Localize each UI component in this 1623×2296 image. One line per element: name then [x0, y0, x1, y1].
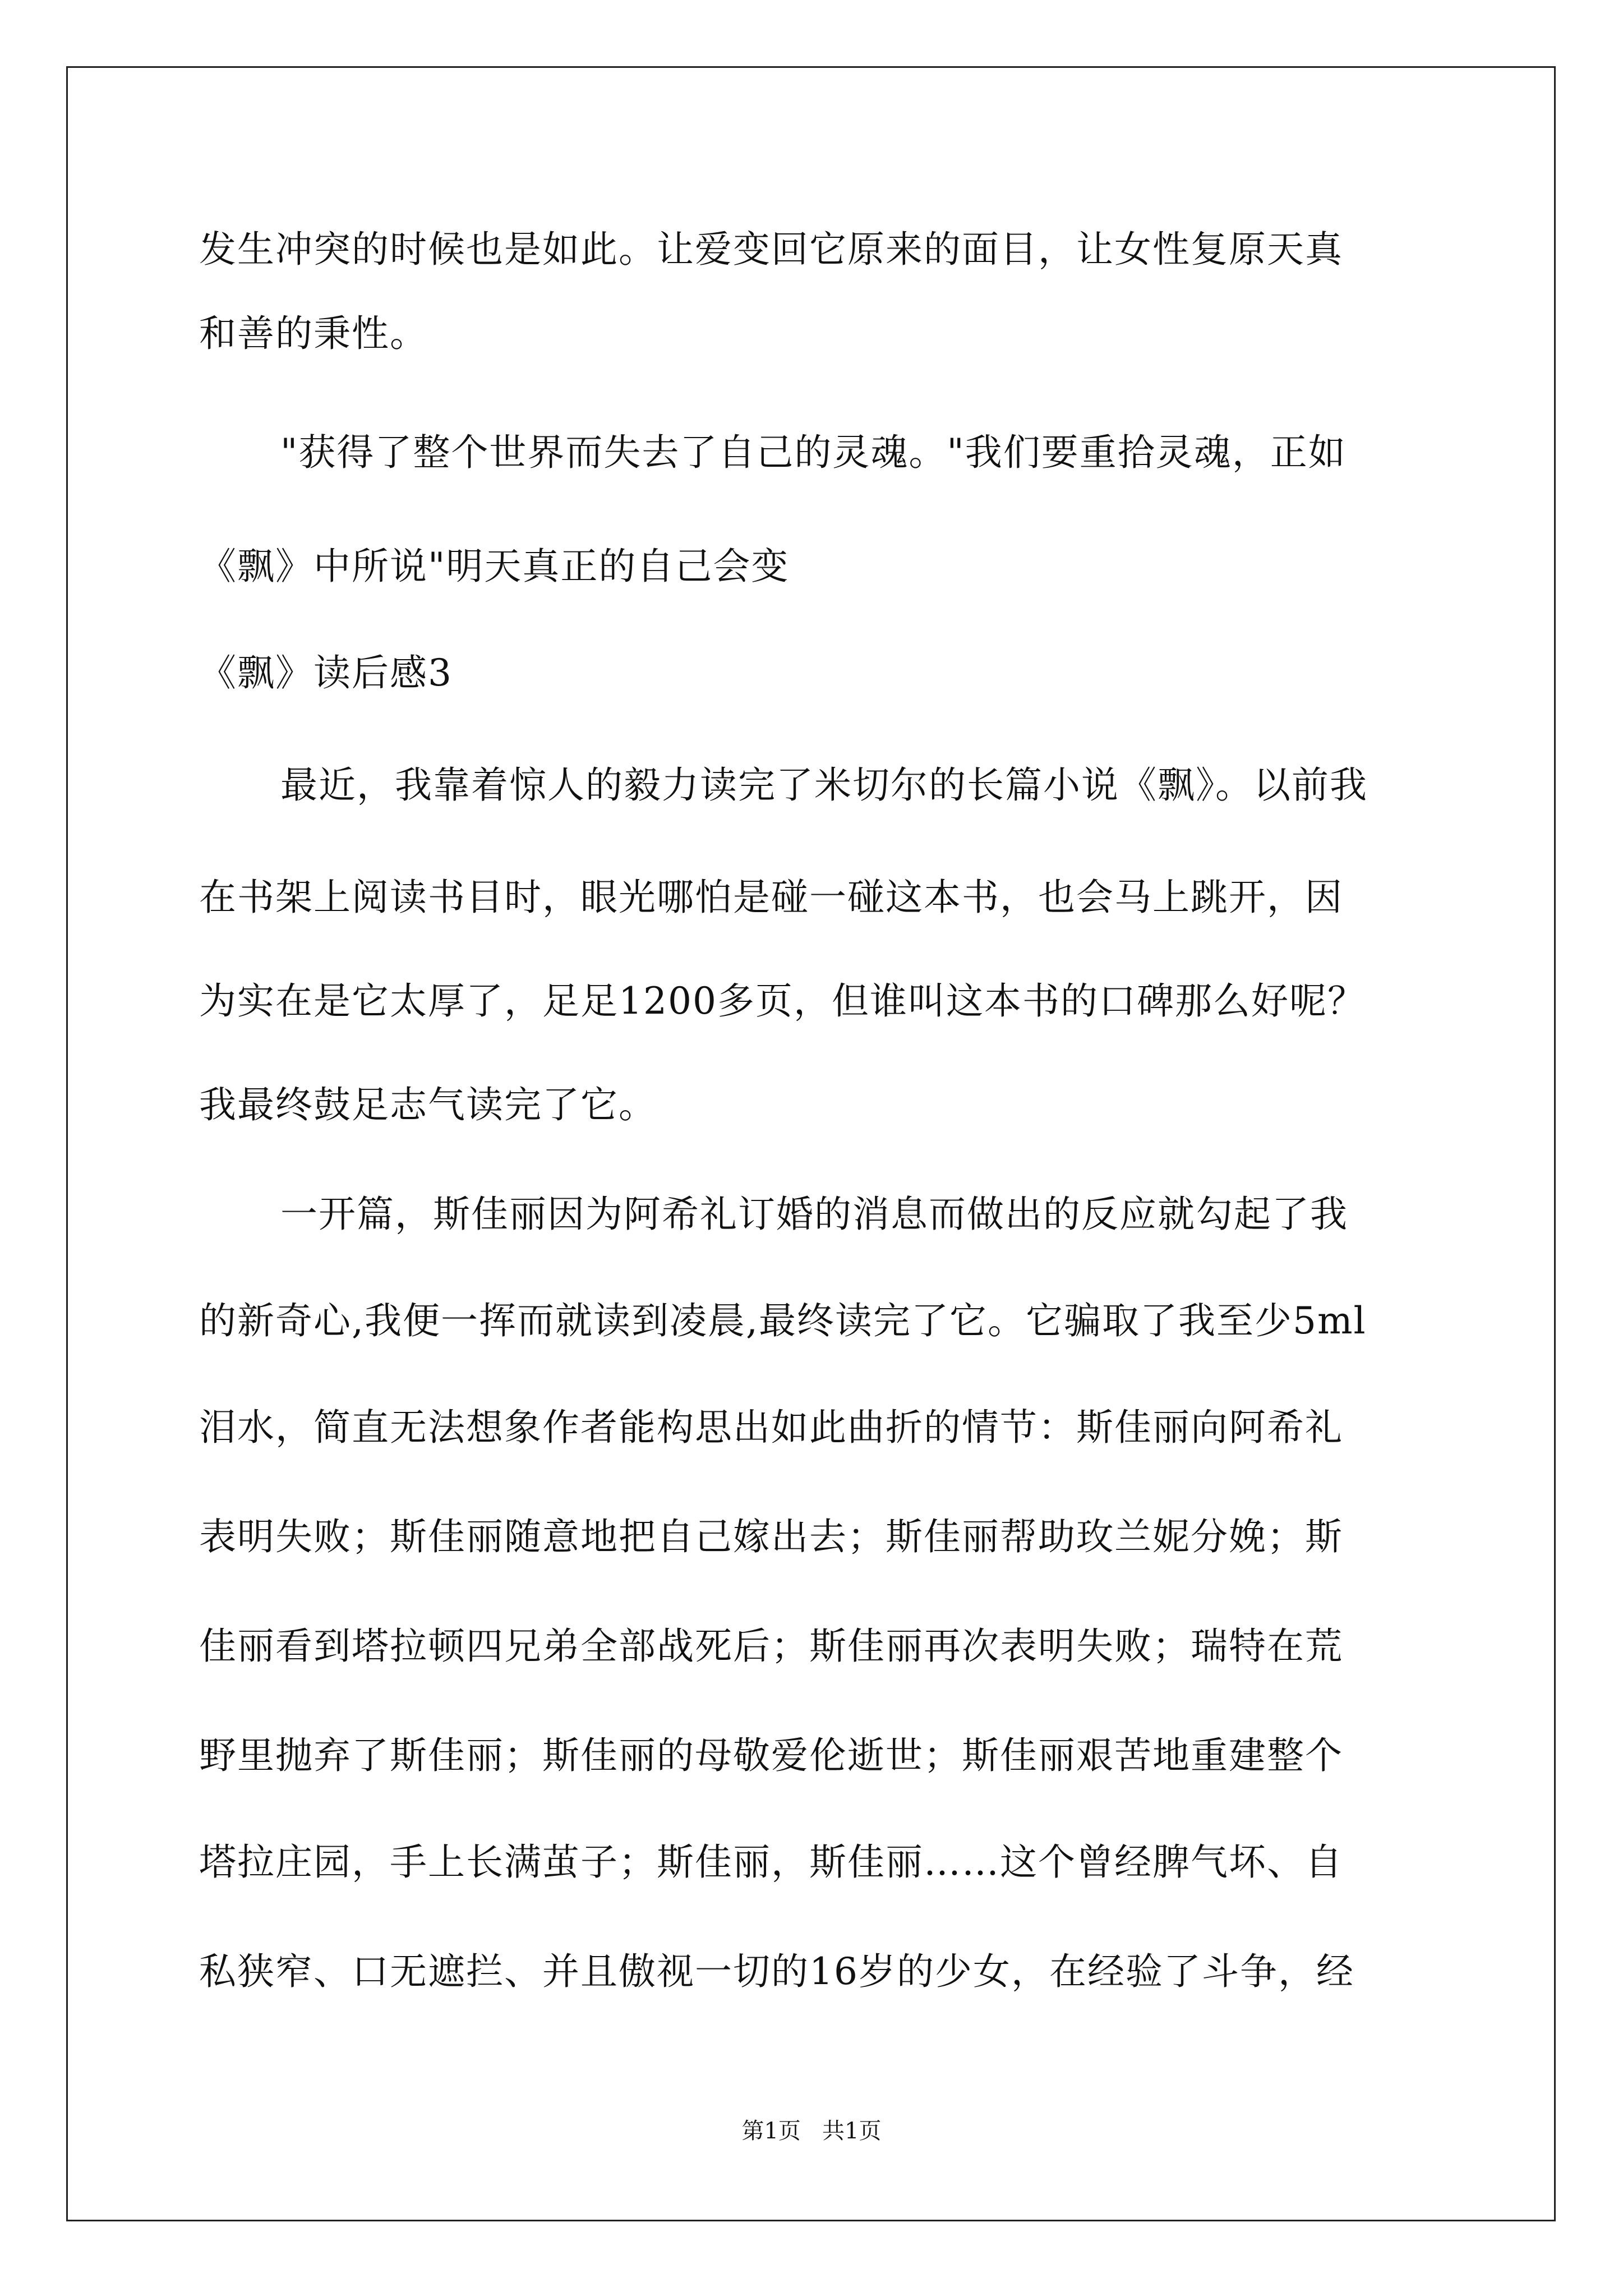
page-border: [66, 66, 1556, 2221]
text-line-7: 在书架上阅读书目时，眼光哪怕是碰一碰这本书，也会马上跳开，因: [199, 876, 1343, 919]
page-footer: 第1页 共1页: [741, 2118, 882, 2144]
text-line-16: 塔拉庄园，手上长满茧子；斯佳丽，斯佳丽……这个曾经脾气坏、自: [199, 1841, 1343, 1884]
text-line-10: 一开篇，斯佳丽因为阿希礼订婚的消息而做出的反应就勾起了我: [280, 1193, 1348, 1236]
text-line-15: 野里抛弃了斯佳丽；斯佳丽的母敬爱伦逝世；斯佳丽艰苦地重建整个: [199, 1734, 1343, 1777]
text-line-6: 最近，我靠着惊人的毅力读完了米切尔的长篇小说《飘》。以前我: [280, 763, 1368, 807]
text-line-13: 表明失败；斯佳丽随意地把自己嫁出去；斯佳丽帮助玫兰妮分娩；斯: [199, 1515, 1343, 1558]
text-line-14: 佳丽看到塔拉顿四兄弟全部战死后；斯佳丽再次表明失败；瑞特在荒: [199, 1625, 1343, 1668]
text-line-9: 我最终鼓足志气读完了它。: [199, 1083, 657, 1126]
text-line-8: 为实在是它太厚了，足足1200多页，但谁叫这本书的口碑那么好呢？: [199, 979, 1366, 1023]
section-heading: 《飘》读后感3: [199, 651, 453, 694]
text-line-2: 和善的秉性。: [199, 312, 428, 355]
text-line-17: 私狭窄、口无遮拦、并且傲视一切的16岁的少女，在经验了斗争，经: [199, 1950, 1354, 1993]
text-line-12: 泪水，简直无法想象作者能构思出如此曲折的情节：斯佳丽向阿希礼: [199, 1406, 1343, 1449]
text-line-11: 的新奇心,我便一挥而就读到凌晨,最终读完了它。它骗取了我至少5ml: [199, 1299, 1367, 1342]
text-line-3: "获得了整个世界而失去了自己的灵魂。"我们要重拾灵魂，正如: [280, 431, 1347, 474]
text-line-4: 《飘》中所说"明天真正的自己会变: [199, 545, 790, 588]
text-line-1: 发生冲突的时候也是如此。让爱变回它原来的面目，让女性复原天真: [199, 228, 1343, 271]
